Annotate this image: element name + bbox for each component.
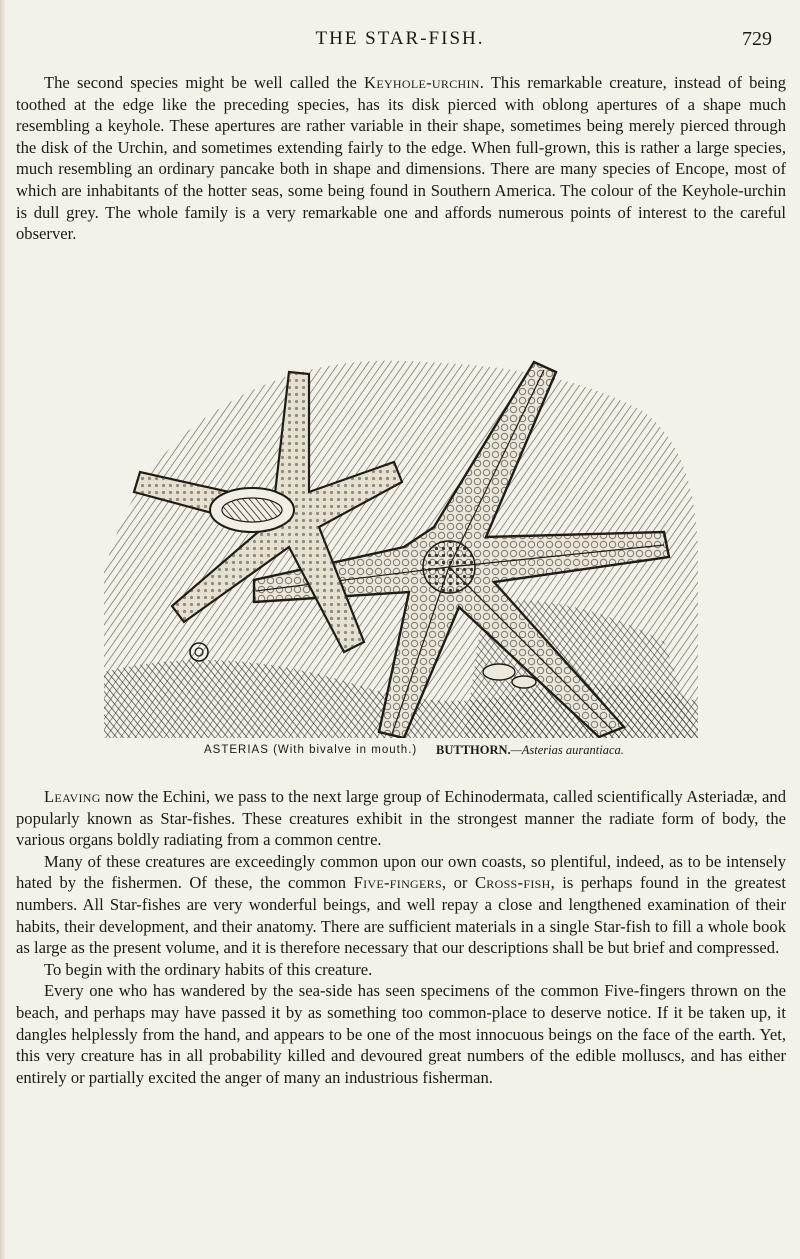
section-paragraph-1 <box>16 786 786 851</box>
intro-paragraph <box>16 72 786 245</box>
section-paragraph-2-a: Many of these creatures are exceedingly common upon our own coasts, so plentiful, indeed, as to be intensely hated by the fishermen. Of these, the common <box>16 851 786 893</box>
page-number: 729 <box>742 28 772 50</box>
section-paragraph-1-text: now the Echini, we pass to the next large group of Echinodermata, called scientifically Asteriadæ, and popularly known as Star-fishes. These creatures exhibit in the strongest manner the radiate form of body, the various organs boldly radiating from a common centre. <box>16 787 786 850</box>
five-fingers-name: Five-fingers <box>353 873 442 893</box>
caption-butthorn-species: —Asterias aurantiaca. <box>510 743 624 757</box>
intro-lead: The second species might be well called the <box>44 73 365 92</box>
cross-fish-name: Cross-fish <box>474 873 551 893</box>
section-paragraph-4: Every one who has wandered by the sea-side has seen specimens of the common Five-fingers thrown on the beach, and perhaps may have passed it by as something too common-place to deserve notice. If it be taken up, it dangles helplessly from the hand, and appears to be one of the most innocuous beings on the face of the earth. Yet, this very creature has in all probability killed and devoured great numbers of the edible molluscs, and has either entirely or partially excited the anger of many an industrious fisherman. <box>16 981 786 1087</box>
section-lead-word: Leaving <box>44 787 101 806</box>
caption-butthorn-main: BUTTHORN. <box>436 743 511 757</box>
running-title: THE STAR-FISH. <box>315 28 485 49</box>
star-fish-section <box>16 786 786 1088</box>
section-paragraph-2-c: , is perhaps found in the greatest numbers. All Star-fishes are very wonderful beings, and well repay a close and lengthened examination of their habits, their development, and their anatomy. There are sufficient materials in a single Star-fish to fill a whole book as large as the present volume, and it is therefore necessary that our descriptions shall be but brief and compressed. <box>16 873 786 958</box>
page-gutter-shadow <box>0 0 6 1259</box>
intro-rest: . This remarkable creature, instead of being toothed at the edge like the preceding species, has its disk pierced with oblong apertures of a shape much resembling a keyhole. These apertures are rather variable in their shape, sometimes being merely pierced through the disk of the Urchin, and sometimes extending fairly to the edge. When full-grown, this is rather a large species, much resembling an ordinary pancake both in shape and dimensions. There are many species of Encope, most of which are inhabitants of the hotter seas, some being found in Southern America. The colour of the Keyhole-urchin is dull grey. The whole family is a very remarkable one and affords numerous points of interest to the careful observer. <box>16 73 787 244</box>
starfish-illustration <box>104 342 698 738</box>
section-paragraph-3: To begin with the ordinary habits of this creature. <box>44 959 373 979</box>
caption-butthorn <box>436 743 624 758</box>
section-paragraph-2 <box>16 851 786 959</box>
caption-asterias: ASTERIAS (With bivalve in mouth.) <box>204 744 418 756</box>
section-paragraph-2-b: , or <box>441 873 475 893</box>
starfish-engraving <box>104 342 698 738</box>
keyhole-urchin-name: Keyhole-urchin <box>364 73 480 92</box>
